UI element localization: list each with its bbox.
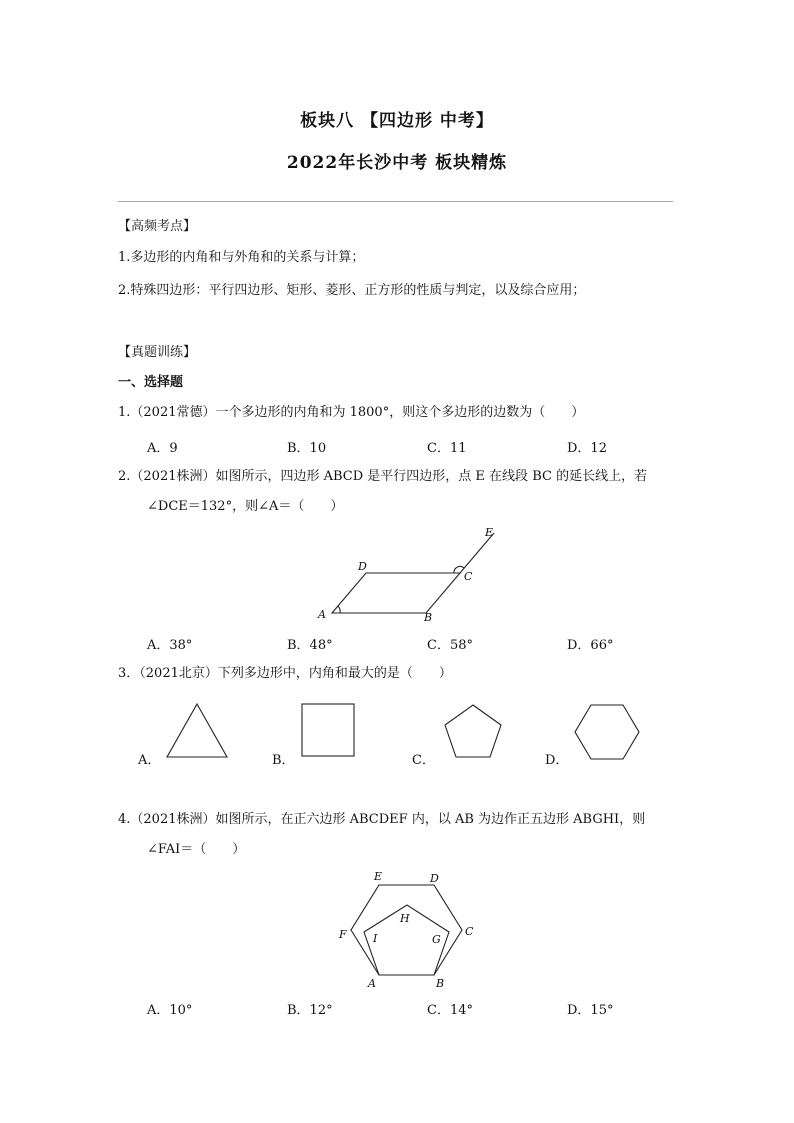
- q2-option-b: B．48°: [287, 638, 333, 653]
- label-d: D: [430, 872, 439, 885]
- q1-option-a: A．9: [147, 441, 178, 456]
- label-c: C: [465, 925, 474, 938]
- section-heading: 一、选择题: [118, 375, 184, 390]
- label-g: G: [432, 933, 441, 946]
- q2-option-a: A．38°: [147, 638, 193, 653]
- label-d: D: [358, 560, 367, 573]
- q1-option-c: C．11: [427, 441, 467, 456]
- focus-heading: 【高频考点】: [118, 219, 197, 234]
- q4-option-d: D．15°: [567, 1003, 614, 1018]
- header-divider: [118, 201, 673, 202]
- q1-option-d: D．12: [567, 441, 607, 456]
- page-subtitle: 2022年长沙中考 板块精炼: [286, 153, 508, 173]
- q3-option-a: A．: [138, 753, 161, 768]
- square-figure: [298, 700, 360, 762]
- question-3-stem: 3．（2021北京）下列多边形中，内角和最大的是（ ）: [118, 666, 452, 681]
- pentagon-figure: [438, 700, 508, 762]
- training-heading: 【真题训练】: [118, 345, 197, 360]
- label-e: E: [485, 526, 494, 539]
- focus-item-2: 2.特殊四边形：平行四边形、矩形、菱形、正方形的性质与判定，以及综合应用；: [118, 283, 586, 298]
- hexagon-figure: [570, 700, 644, 764]
- label-a: A: [318, 608, 326, 621]
- question-2-stem-line2: ∠DCE＝132°，则∠A＝（ ）: [147, 499, 344, 514]
- q3-option-d: D．: [545, 753, 569, 768]
- parallelogram-figure: [310, 523, 510, 623]
- q3-option-b: B．: [272, 753, 295, 768]
- q4-option-b: B．12°: [287, 1003, 333, 1018]
- pentagon-shape: [445, 705, 501, 757]
- page-title: 板块八 【四边形 中考】: [300, 111, 494, 131]
- label-c: C: [464, 570, 473, 583]
- label-b: B: [424, 611, 433, 623]
- label-h: H: [400, 912, 410, 925]
- q2-option-c: C．58°: [427, 638, 473, 653]
- hexagon-pentagon-figure: [330, 866, 490, 992]
- focus-item-1: 1.多边形的内角和与外角和的关系与计算；: [118, 250, 365, 265]
- q4-option-a: A．10°: [147, 1003, 193, 1018]
- triangle-figure: [160, 700, 240, 762]
- q4-option-c: C．14°: [427, 1003, 473, 1018]
- q1-option-b: B．10: [287, 441, 327, 456]
- label-e: E: [374, 870, 383, 883]
- angle-a-mark: [338, 606, 340, 613]
- question-2-stem-line1: 2.（2021株洲）如图所示，四边形 ABCD 是平行四边形，点 E 在线段 BC 的延长线上，若: [118, 469, 648, 484]
- triangle-shape: [167, 704, 227, 757]
- label-a: A: [368, 977, 376, 990]
- label-i: I: [373, 932, 378, 945]
- label-b: B: [436, 977, 445, 990]
- question-4-stem-line2: ∠FAI＝（ ）: [147, 842, 246, 857]
- square-shape: [302, 704, 354, 756]
- question-1-stem: 1.（2021常德）一个多边形的内角和为 1800°，则这个多边形的边数为（ ）: [118, 405, 585, 420]
- q3-option-c: C．: [412, 753, 435, 768]
- question-4-stem-line1: 4.（2021株洲）如图所示，在正六边形 ABCDEF 内，以 AB 为边作正五边形 ABGHI，则: [118, 812, 646, 827]
- parallelogram-abcd: [332, 573, 460, 613]
- q2-option-d: D．66°: [567, 638, 614, 653]
- extension-line-ce: [460, 533, 494, 573]
- label-f: F: [339, 928, 347, 941]
- hexagon-shape: [575, 705, 639, 759]
